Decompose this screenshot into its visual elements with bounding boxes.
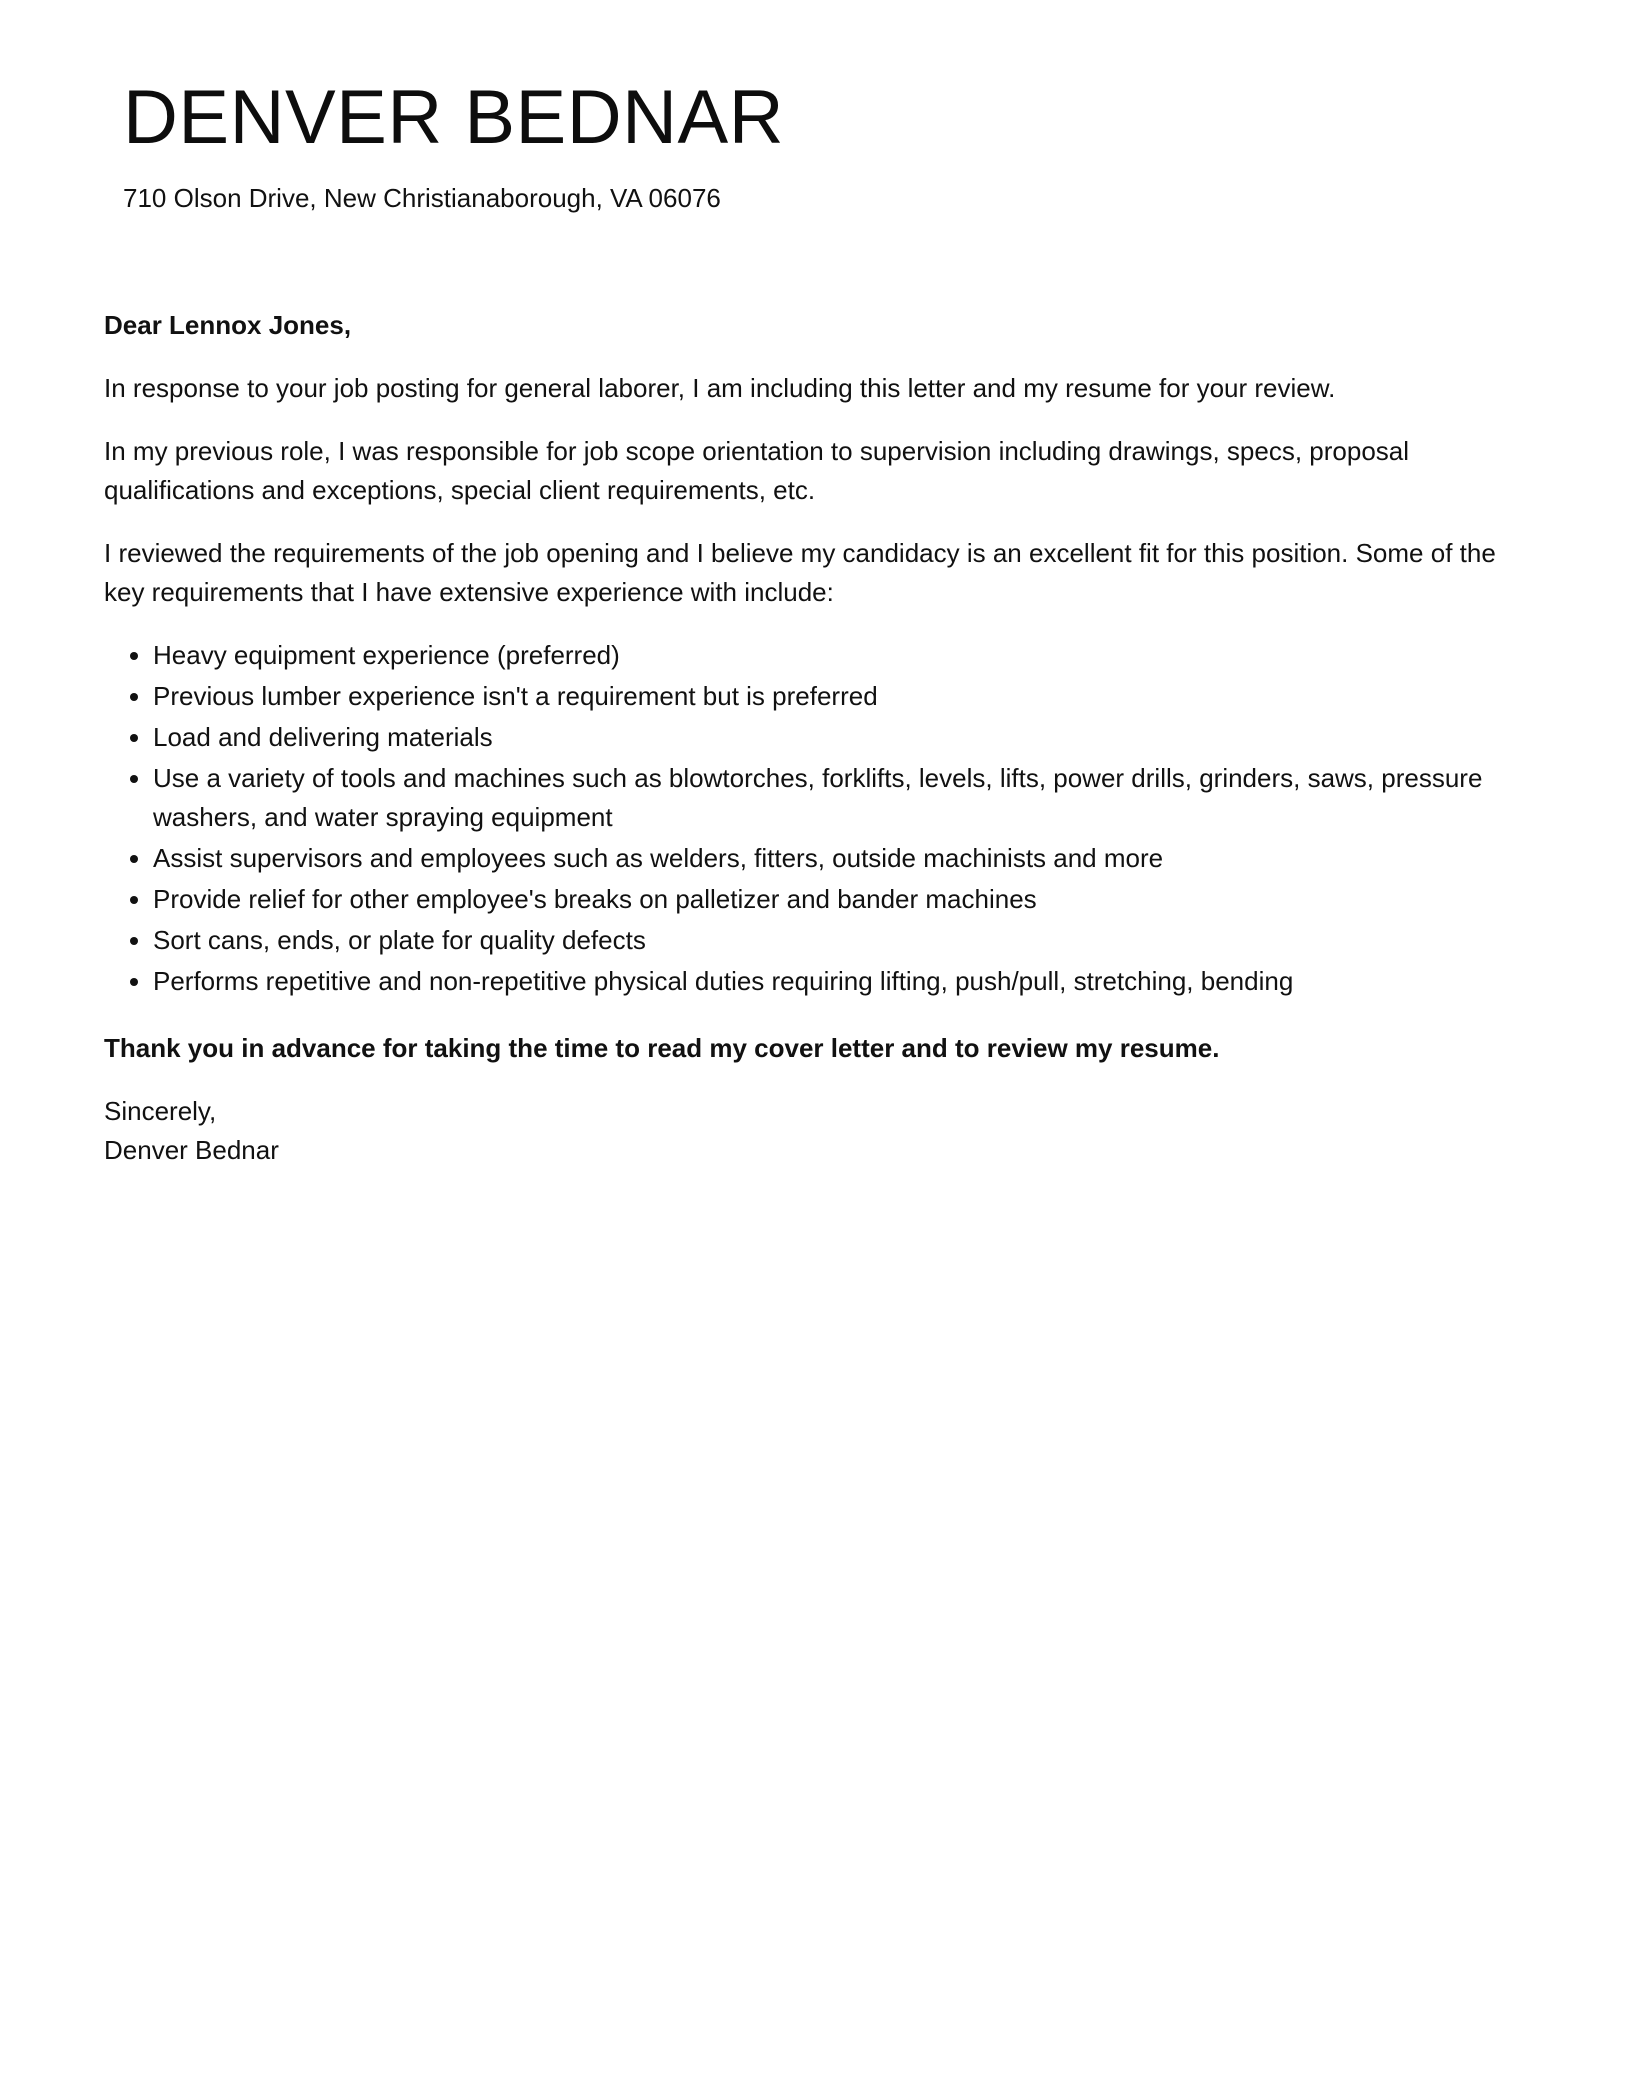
closing-salutation: Sincerely, [104,1096,217,1126]
previous-role-paragraph: In my previous role, I was responsible for job scope orientation to supervision including drawings, specs, proposal qualifications and exceptions, special client requirements, etc. [104,436,1410,505]
list-item: • Heavy equipment experience (preferred) [153,636,1534,675]
list-item: • Use a variety of tools and machines such as blowtorches, forklifts, levels, lifts, power drills, grinders, saws, pressure washers, and water spraying equipment [153,759,1534,837]
greeting: Dear Lennox Jones, [104,310,352,340]
list-item: • Sort cans, ends, or plate for quality defects [153,921,1534,960]
letter-header [123,72,1503,213]
intro-paragraph: In response to your job posting for general laborer, I am including this letter and my resume for your review. [104,373,1336,403]
signature-name: Denver Bednar [104,1135,279,1165]
list-item: • Load and delivering materials [153,718,1534,757]
requirements-list [104,636,1534,1001]
closing-block [104,1092,1534,1170]
letter-body [104,306,1534,1170]
requirements-intro-paragraph: I reviewed the requirements of the job opening and I believe my candidacy is an excellent fit for this position. Some of the key requirements that I have extensive experience with include: [104,538,1496,607]
list-item: • Previous lumber experience isn't a requirement but is preferred [153,677,1534,716]
sender-address: 710 Olson Drive, New Christianaborough, VA 06076 [123,183,721,213]
list-item: • Assist supervisors and employees such as welders, fitters, outside machinists and more [153,839,1534,878]
thank-you-line: Thank you in advance for taking the time to read my cover letter and to review my resume. [104,1033,1220,1063]
list-item: • Provide relief for other employee's breaks on palletizer and bander machines [153,880,1534,919]
list-item: • Performs repetitive and non-repetitive physical duties requiring lifting, push/pull, stretching, bending [153,962,1534,1001]
sender-name: DENVER BEDNAR [123,75,785,160]
